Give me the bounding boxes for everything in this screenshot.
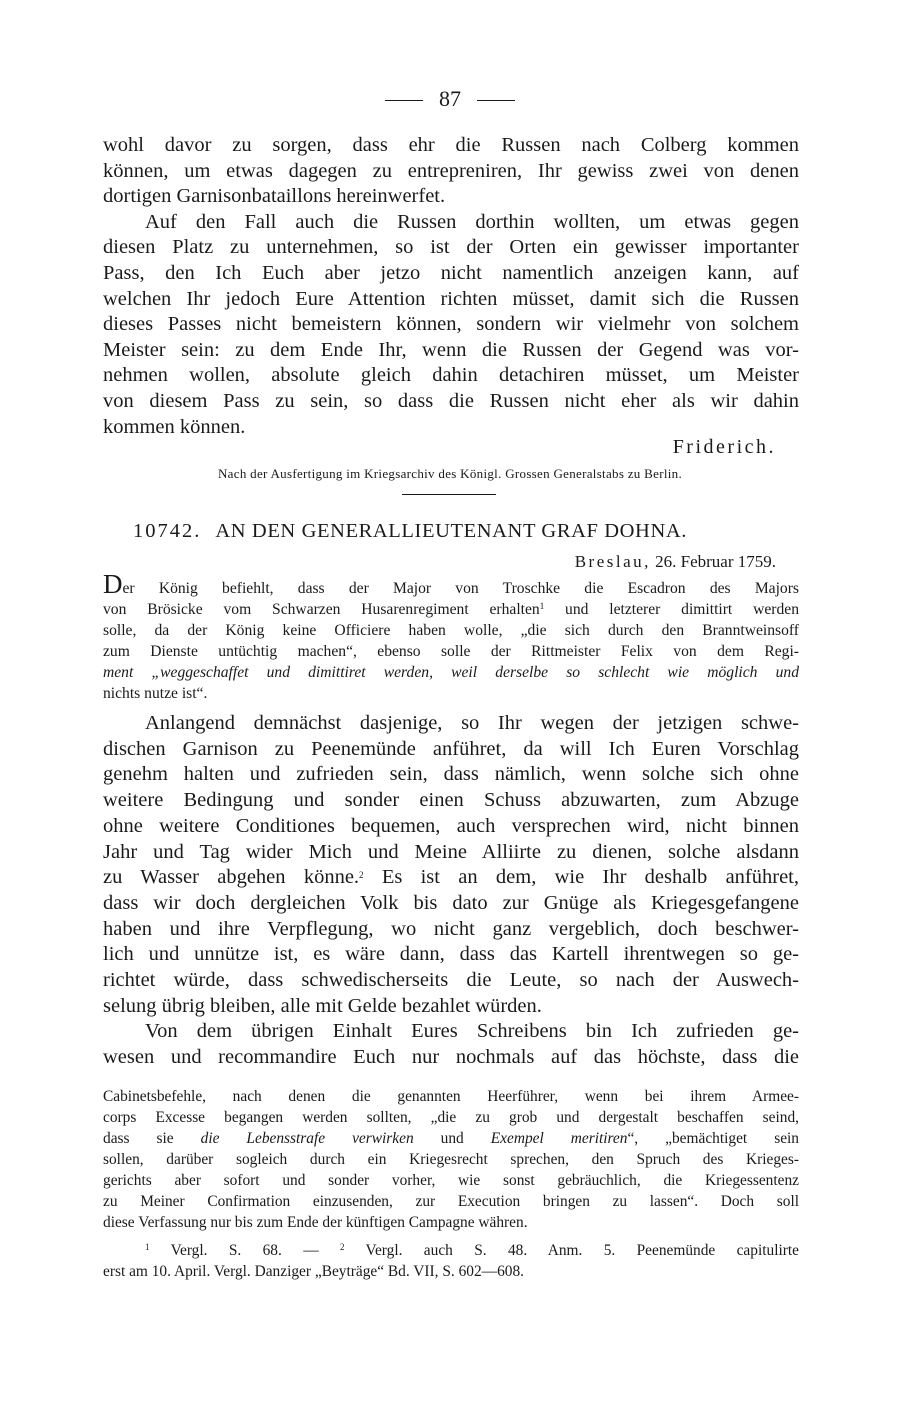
text-line: kommen können. (103, 415, 246, 438)
summary-line: ment „weggeschaffet und dimittiret werden, weil derselbe so schlecht wie möglich und (103, 664, 799, 681)
text-line: lich und unnütze ist, es wäre dann, dass das Kartell ihrentwegen so ge- (103, 943, 799, 966)
footnotes (103, 1240, 799, 1282)
footer-continuation (103, 1086, 799, 1233)
text-line: Pass, den Ich Euch aber jetzo nicht namentlich anzeigen kann, auf (103, 261, 799, 284)
text-line: diesen Platz zu unternehmen, so ist der Orten ein gewisser importanter (103, 236, 799, 259)
text-line: dass wir doch dergleichen Volk bis dato zur Gnüge als Kriegesgefangene (103, 891, 799, 914)
source-note: Nach der Ausfertigung im Kriegsarchiv des Königl. Grossen Generalstabs zu Berlin. (217, 466, 683, 481)
footer-line: sollen, darüber sogleich durch ein Kriegesrecht sprechen, den Spruch des Krieges- (103, 1151, 799, 1168)
footnote-marker: 1 (145, 1242, 150, 1252)
text-line: Meister sein: zu dem Ende Ihr, wenn die Russen der Gegend was vor- (103, 338, 799, 361)
summary-line: nichts nutze ist“. (103, 685, 208, 702)
summary-line: Der König befiehlt, dass der Major von Troschke die Escadron des Majors (103, 569, 799, 599)
footnote-line: erst am 10. April. Vergl. Danziger „Beyträge“ Bd. VII, S. 602—608. (103, 1263, 525, 1280)
dateline (575, 552, 776, 572)
drop-cap: D (103, 569, 123, 599)
letter-heading (133, 520, 687, 543)
text-line: weitere Bedingung und sonder einen Schuss abzuwarten, zum Abzuge (103, 789, 799, 812)
text-line: genehm halten und zufrieden sein, dass nämlich, wenn solche sich ohne (103, 763, 799, 786)
footnote-line: $^1$ Vergl. S. 68. — $^2$ Vergl. auch S. 48. Anm. 5. Peenemünde capitulirte (145, 1242, 799, 1259)
letter-title: AN DEN GENERALLIEUTENANT GRAF DOHNA. (215, 520, 687, 542)
letter-summary (103, 569, 799, 704)
text-line: von diesem Pass zu sein, so dass die Russen nicht eher als wir dahin (103, 389, 799, 412)
text-line: selung übrig bleiben, alle mit Gelde bezahlet würden. (103, 994, 542, 1017)
text-line: dischen Garnison zu Peenemünde anführet, da will Ich Euren Vorschlag (103, 737, 799, 760)
page-number-dash-left (385, 100, 423, 101)
footnote-ref: 1 (539, 601, 545, 611)
text-line: richtet würde, dass schwedischerseits die Leute, so nach der Auswech- (103, 969, 799, 992)
letter-body-continued (103, 133, 799, 440)
footer-line: diese Verfassung nur bis zum Ende der künftigen Campagne währen. (103, 1214, 528, 1231)
text-line: dortigen Garnisonbataillons hereinwerfet. (103, 185, 446, 208)
footer-line: dass sie die Lebensstrafe verwirken und Exempel meritiren“, „bemächtiget sein (103, 1130, 799, 1147)
text-line: ohne weitere Conditiones bequemen, auch versprechen wird, nicht binnen (103, 814, 799, 837)
page-number (0, 86, 900, 112)
page-number-dash-right (477, 100, 515, 101)
text-line: wohl davor zu sorgen, dass ehr die Russen nach Colberg kommen (103, 134, 799, 156)
footnote-ref: 2 (359, 870, 364, 881)
summary-line: solle, da der König keine Officiere haben wolle, „die sich durch den Branntweinsoff (103, 622, 799, 639)
summary-line: von Brösicke vom Schwarzen Husarenregiment erhalten$^1$ und letzterer dimittirt werden (103, 601, 799, 618)
text-line: wesen und recommandire Euch nur nochmals auf das höchste, dass die (103, 1046, 799, 1069)
text-line: können, um etwas dagegen zu entrepreniren, Ihr gewiss zwei von denen (103, 159, 799, 182)
text-line: dieses Passes nicht bemeistern können, sondern wir vielmehr von solchem (103, 313, 799, 336)
letter-body (103, 711, 799, 1071)
text-line: haben und ihre Verpflegung, wo nicht ganz vergeblich, doch beschwer- (103, 917, 799, 940)
text-line: zu Wasser abgehen könne.$^2$ Es ist an dem, wie Ihr deshalb anführet, (103, 866, 800, 889)
section-divider (402, 494, 496, 495)
text-line: welchen Ihr jedoch Eure Attention richten müsset, damit sich die Russen (103, 287, 799, 310)
letter-number: 10742. (133, 520, 202, 542)
footer-line: zu Meiner Confirmation einzusenden, zur Execution bringen zu lassen“. Doch soll (103, 1193, 799, 1210)
text-line: Anlangend demnächst dasjenige, so Ihr wegen der jetzigen schwe- (145, 712, 799, 734)
dateline-date: 26. Februar 1759. (655, 552, 776, 571)
footer-line: gerichts aber sofort und sonder vorher, wie sonst gebräuchlich, die Kriegessentenz (103, 1172, 799, 1189)
footer-line: Cabinetsbefehle, nach denen die genannten Heerführer, wenn bei ihrem Armee- (103, 1088, 799, 1105)
text-line: Von dem übrigen Einhalt Eures Schreibens bin Ich zufrieden ge- (145, 1020, 799, 1043)
text-line: nehmen wollen, absolute gleich dahin detachiren müsset, um Meister (103, 364, 799, 387)
page-number-value: 87 (439, 86, 461, 111)
summary-line: zum Dienste untüchtig machen“, ebenso solle der Rittmeister Felix von dem Regi- (103, 643, 799, 660)
footnote-marker: 2 (339, 1242, 345, 1252)
text-line: Jahr und Tag wider Mich und Meine Alliirte zu dienen, solche alsdann (103, 840, 799, 863)
dateline-place: Breslau, (574, 552, 651, 571)
text-line: Auf den Fall auch die Russen dorthin wollten, um etwas gegen (145, 210, 799, 233)
footer-line: corps Excesse begangen werden sollten, „die zu grob und dergestalt beschaffen seind, (103, 1109, 799, 1126)
signature: Friderich. (672, 436, 776, 458)
